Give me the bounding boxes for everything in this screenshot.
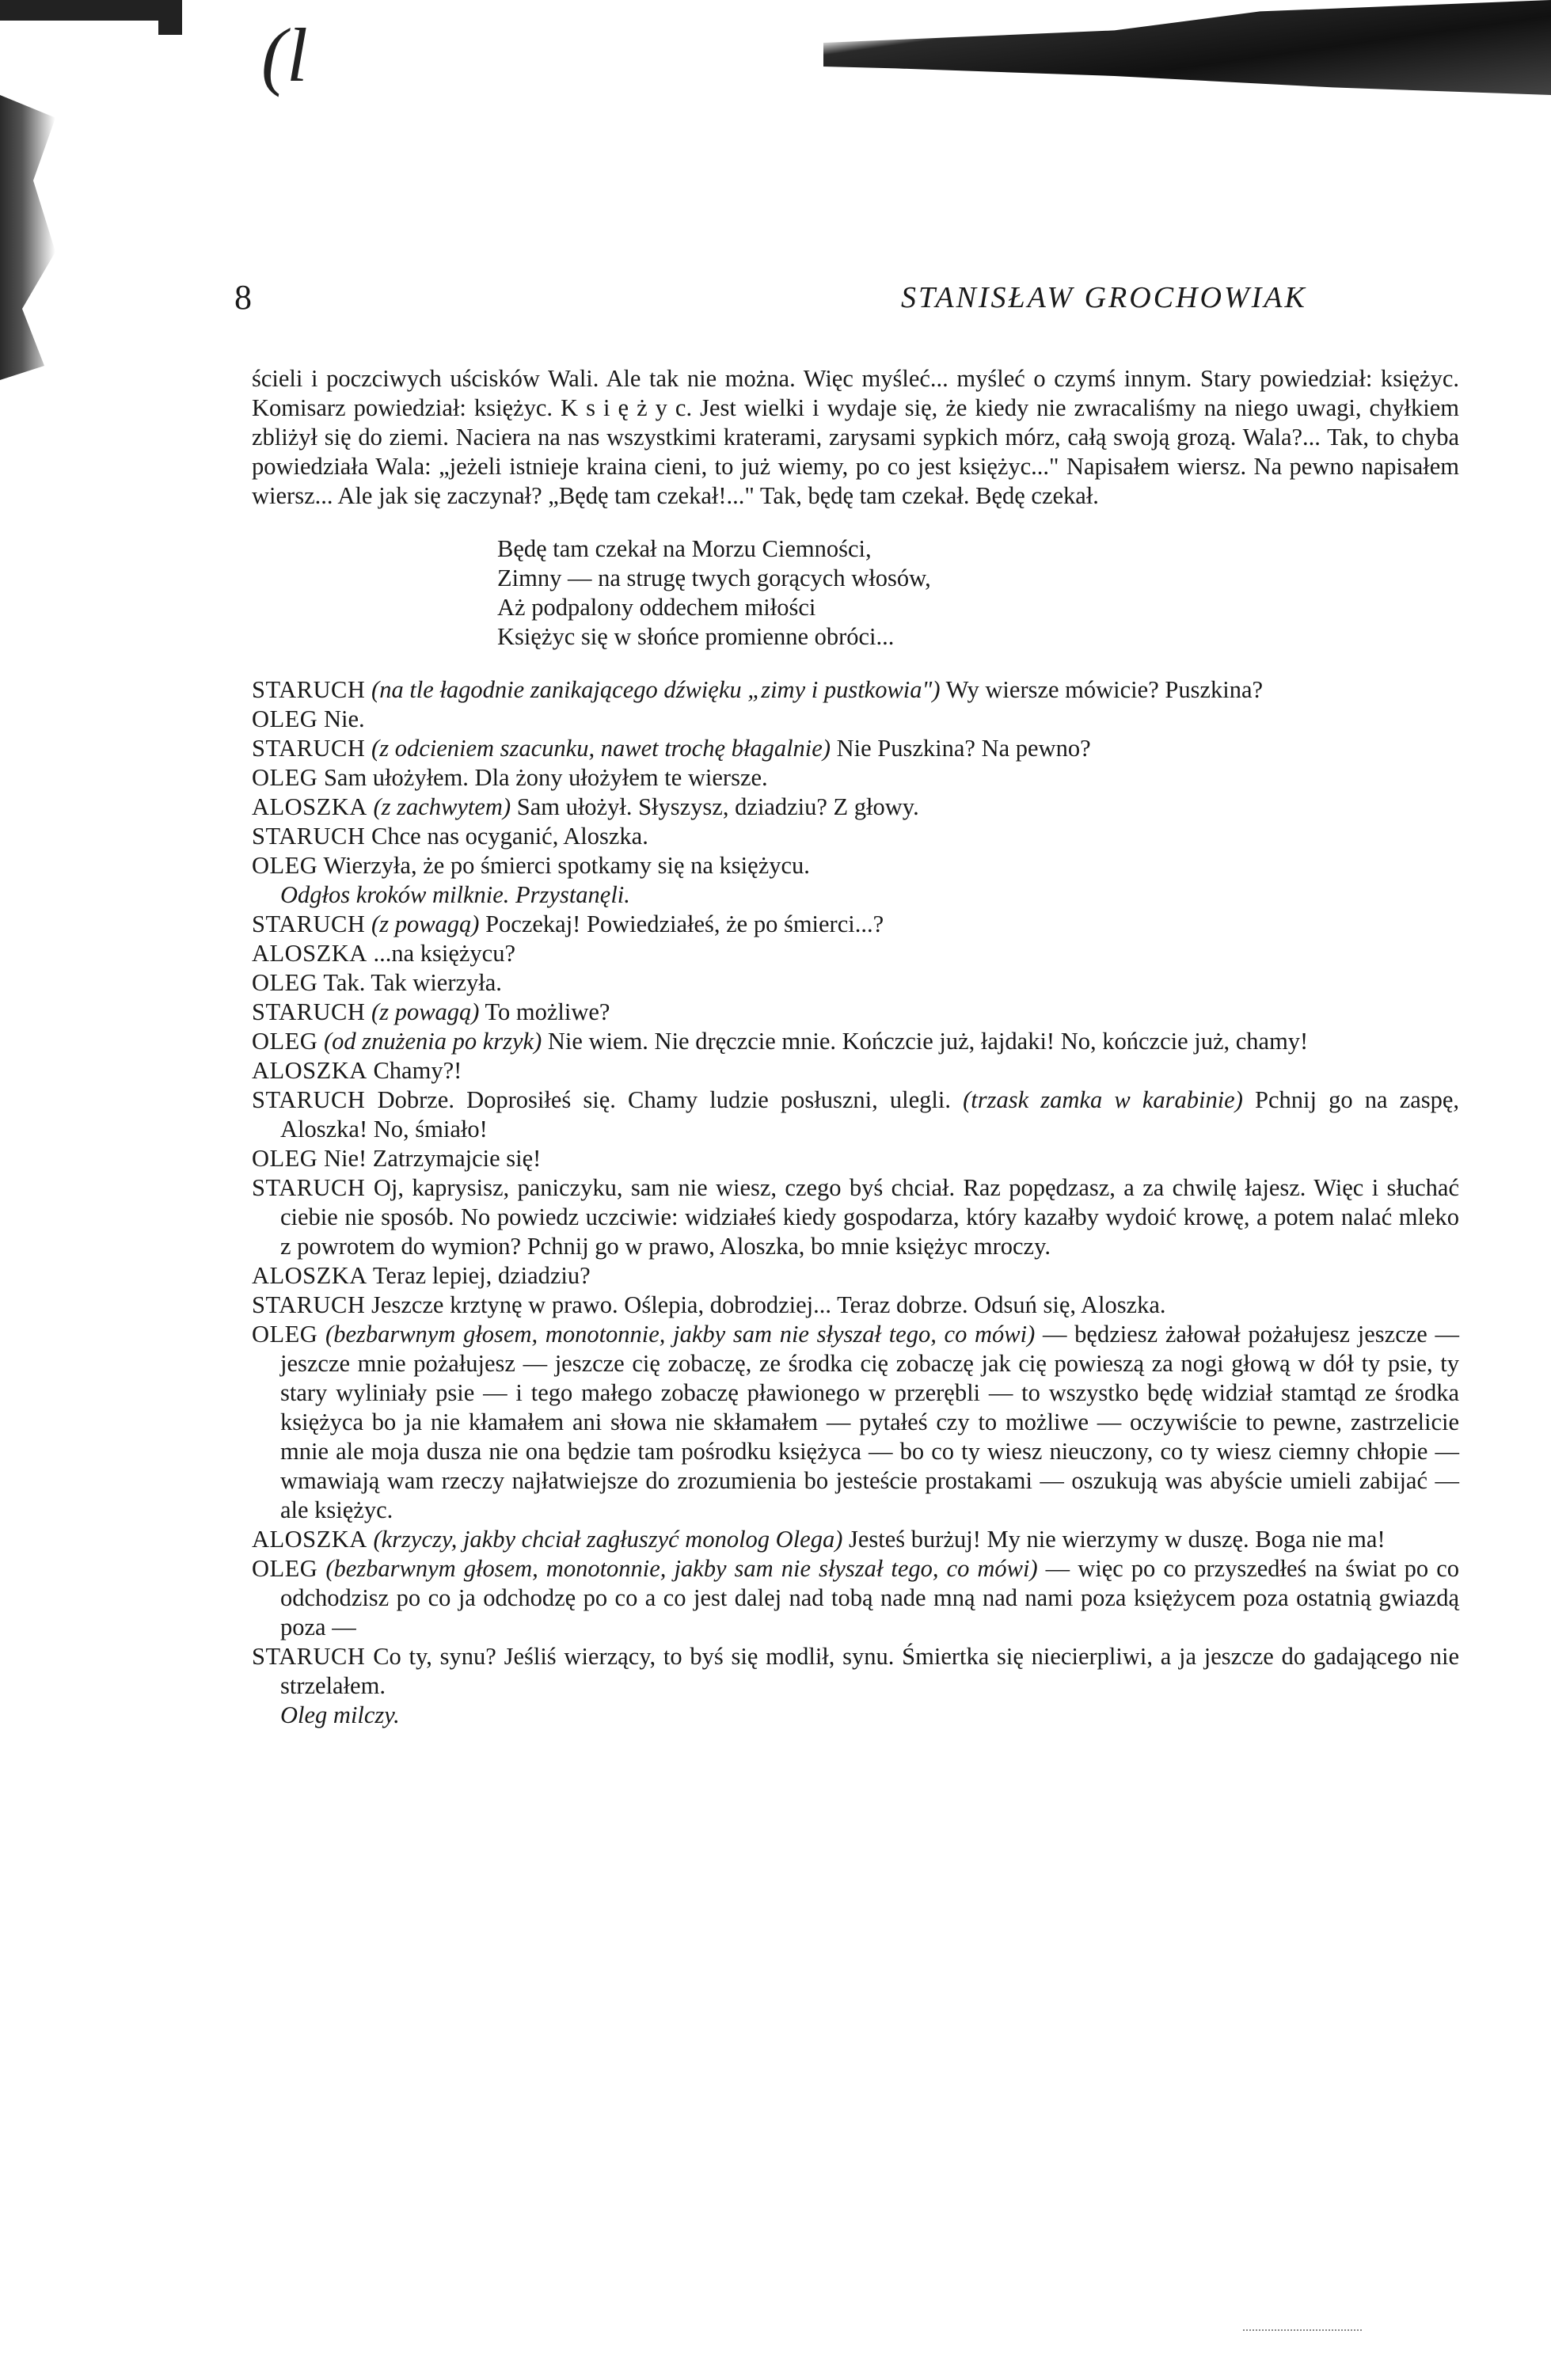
line-text: Nie Puszkina? Na pewno? bbox=[836, 735, 1091, 762]
dialogue-line bbox=[252, 1085, 1459, 1144]
dialogue bbox=[252, 675, 1459, 1730]
line-text: Jeszcze krztynę w prawo. Oślepia, dobrodziej... Teraz dobrze. Odsuń się, Aloszka. bbox=[371, 1291, 1166, 1318]
line-text: Jesteś burżuj! My nie wierzymy w duszę. Boga nie ma! bbox=[849, 1526, 1386, 1553]
dialogue-line bbox=[252, 734, 1459, 763]
line-text: Nie. bbox=[323, 705, 365, 732]
dialogue-line bbox=[252, 1525, 1459, 1554]
dialogue-line bbox=[252, 968, 1459, 998]
dialogue-line bbox=[252, 910, 1459, 939]
dialogue-line bbox=[252, 705, 1459, 734]
stage-direction: (trzask zamka w karabinie) bbox=[963, 1086, 1243, 1113]
dialogue-line bbox=[252, 851, 1459, 880]
stage-direction: (z zachwytem) bbox=[373, 793, 511, 820]
stage-direction: (z powagą) bbox=[371, 911, 480, 937]
speaker-name: STARUCH bbox=[252, 911, 366, 937]
line-text: Pchnij go na zaspę, Aloszka! No, śmiało! bbox=[280, 1086, 1460, 1142]
scan-edge-artifact bbox=[0, 95, 55, 380]
speaker-name: STARUCH bbox=[252, 1086, 366, 1113]
speaker-name: ALOSZKA bbox=[252, 793, 367, 820]
line-text: Chamy?! bbox=[373, 1057, 462, 1084]
speaker-name: STARUCH bbox=[252, 1174, 366, 1201]
dialogue-line bbox=[252, 1291, 1459, 1320]
speaker-name: STARUCH bbox=[252, 998, 366, 1025]
line-text: To możliwe? bbox=[485, 998, 610, 1025]
scan-edge-artifact bbox=[1243, 2329, 1362, 2334]
dialogue-line bbox=[252, 1320, 1459, 1525]
speaker-name: ALOSZKA bbox=[252, 1526, 367, 1553]
speaker-name: OLEG bbox=[252, 1028, 318, 1055]
stage-direction: (bezbarwnym głosem, monotonnie, jakby sam nie słyszał tego, co mówi) bbox=[325, 1555, 1038, 1582]
line-text: Chce nas ocyganić, Aloszka. bbox=[371, 823, 648, 850]
line-text: Co ty, synu? Jeśliś wierzący, to byś się modlił, synu. Śmiertka się niecierpliwi, a ja jeszcze do gadającego nie strzelałem. bbox=[280, 1643, 1460, 1699]
poem-line: Będę tam czekał na Morzu Ciemności, bbox=[497, 535, 872, 562]
dialogue-line bbox=[252, 1642, 1459, 1701]
speaker-name: OLEG bbox=[252, 1555, 318, 1582]
stage-direction: (od znużenia po krzyk) bbox=[323, 1028, 542, 1055]
handwritten-mark: (l bbox=[261, 13, 308, 97]
intro-paragraph: ścieli i poczciwych uścisków Wali. Ale tak nie można. Więc myśleć... myśleć o czymś innym. Stary powiedział: księżyc. Komisarz powiedział: księżyc. K s i ę ż y c. Jest wielki i wydaje się, że kiedy nie zwracaliśmy na niego uwagi, chyłkiem zbliżył się do ziemi. Naciera na nas wszystkimi kraterami, zarysami sypkich mórz, całą swoją grozą. Wala?... Tak, to chyba powiedziała Wala: „jeżeli istnieje kraina cieni, to już wiemy, po co jest księżyc..." Napisałem wiersz. Na pewno napisałem wiersz... Ale jak się zaczynał? „Będę tam czekał!..." Tak, będę tam czekał. Będę czekał. bbox=[252, 365, 1459, 509]
page-number: 8 bbox=[234, 278, 252, 317]
speaker-name: OLEG bbox=[252, 1321, 318, 1348]
line-text: Wy wiersze mówicie? Puszkina? bbox=[945, 676, 1264, 703]
line-text: Tak. Tak wierzyła. bbox=[323, 969, 502, 996]
dialogue-line bbox=[252, 1554, 1459, 1642]
stage-direction: (na tle łagodnie zanikającego dźwięku „zimy i pustkowia") bbox=[371, 676, 941, 703]
speaker-name: ALOSZKA bbox=[252, 1057, 367, 1084]
line-text: — będziesz żałował pożałujesz jeszcze — jeszcze mnie pożałujesz — jeszcze cię zobaczę, ze środka cię zobaczę jak cię powieszą za nogi głową w dół ty psie, ty stary wyliniały psie — i tego małego zobaczę pławionego w przerębli — to wszystko będę widział stamtąd ze środka księżyca bo ja nie kłamałem ani słowa nie skłamałem — pytałeś czy to możliwe — oczywiście to pewne, zastrzelicie mnie ale moja dusza nie ona będzie tam pośrodku księżyca — bo co ty wiesz nieuczony, co ty wiesz ciemny chłopie — wmawiają wam rzeczy najłatwiejsze do zrozumienia bo jesteście prostakami — oszukują was abyście umieli zabijać — ale księżyc. bbox=[280, 1321, 1460, 1523]
dialogue-line bbox=[252, 1261, 1459, 1291]
speaker-name: ALOSZKA bbox=[252, 940, 367, 967]
dialogue-line bbox=[252, 1027, 1459, 1056]
stage-direction: (bezbarwnym głosem, monotonnie, jakby sam nie słyszał tego, co mówi) bbox=[325, 1321, 1036, 1348]
line-text: Sam ułożył. Słyszysz, dziadziu? Z głowy. bbox=[516, 793, 919, 820]
line-text: Poczekaj! Powiedziałeś, że po śmierci...? bbox=[485, 911, 884, 937]
dialogue-line bbox=[252, 1173, 1459, 1261]
speaker-name: STARUCH bbox=[252, 1643, 366, 1670]
line-text: Dobrze. Doprosiłeś się. Chamy ludzie posłuszni, ulegli. bbox=[377, 1086, 951, 1113]
dialogue-line bbox=[252, 675, 1459, 705]
dialogue-line bbox=[252, 939, 1459, 968]
stage-direction-line: Oleg milczy. bbox=[280, 1701, 400, 1728]
speaker-name: STARUCH bbox=[252, 823, 366, 850]
line-text: Sam ułożyłem. Dla żony ułożyłem te wiersze. bbox=[323, 764, 768, 791]
stage-direction-line: Odgłos kroków milknie. Przystanęli. bbox=[280, 881, 630, 908]
poem-line: Zimny — na strugę twych gorących włosów, bbox=[497, 565, 931, 591]
poem-line: Księżyc się w słońce promienne obróci... bbox=[497, 623, 895, 650]
speaker-name: OLEG bbox=[252, 764, 318, 791]
page-body bbox=[252, 364, 1459, 1730]
running-header: STANISŁAW GROCHOWIAK bbox=[901, 281, 1307, 314]
stage-direction: (z odcieniem szacunku, nawet trochę błagalnie) bbox=[371, 735, 831, 762]
line-text: Teraz lepiej, dziadziu? bbox=[372, 1262, 591, 1289]
speaker-name: OLEG bbox=[252, 705, 318, 732]
scan-edge-artifact bbox=[0, 0, 182, 21]
speaker-name: STARUCH bbox=[252, 676, 366, 703]
line-text: Nie! Zatrzymajcie się! bbox=[323, 1145, 542, 1172]
dialogue-line bbox=[252, 1056, 1459, 1085]
line-text: ...na księżycu? bbox=[373, 940, 515, 967]
stage-direction: (krzyczy, jakby chciał zagłuszyć monolog Olega) bbox=[373, 1526, 843, 1553]
speaker-name: STARUCH bbox=[252, 1291, 366, 1318]
dialogue-line bbox=[252, 763, 1459, 793]
speaker-name: OLEG bbox=[252, 1145, 318, 1172]
speaker-name: OLEG bbox=[252, 852, 318, 879]
stage-direction: (z powagą) bbox=[371, 998, 480, 1025]
dialogue-line bbox=[252, 793, 1459, 822]
line-text: — więc po co przyszedłeś na świat po co odchodzisz po co ja odchodzę po co a co jest dalej nad tobą nade mną nad nami poza księżycem poza ostatnią gwiazdą poza — bbox=[280, 1555, 1459, 1641]
line-text: Oj, kaprysisz, paniczyku, sam nie wiesz, czego byś chciał. Raz popędzasz, a za chwilę łajesz. Więc i słuchać ciebie nie sposób. No powiedz uczciwie: widziałeś kiedy gospodarza, który kazałby wydoić krowę, a potem nalać mleko z powrotem do wymion? Pchnij go w prawo, Aloszka, bo mnie księżyc mroczy. bbox=[280, 1174, 1460, 1260]
scan-edge-artifact bbox=[823, 0, 1551, 95]
line-text: Wierzyła, że po śmierci spotkamy się na księżycu. bbox=[323, 852, 810, 879]
poem bbox=[497, 534, 1459, 652]
dialogue-line bbox=[252, 998, 1459, 1027]
dialogue-line bbox=[252, 1144, 1459, 1173]
speaker-name: OLEG bbox=[252, 969, 318, 996]
line-text: Nie wiem. Nie dręczcie mnie. Kończcie już, łajdaki! No, kończcie już, chamy! bbox=[547, 1028, 1309, 1055]
speaker-name: ALOSZKA bbox=[252, 1262, 367, 1289]
speaker-name: STARUCH bbox=[252, 735, 366, 762]
poem-line: Aż podpalony oddechem miłości bbox=[497, 594, 816, 621]
dialogue-line bbox=[252, 822, 1459, 851]
scan-edge-artifact bbox=[158, 8, 182, 35]
